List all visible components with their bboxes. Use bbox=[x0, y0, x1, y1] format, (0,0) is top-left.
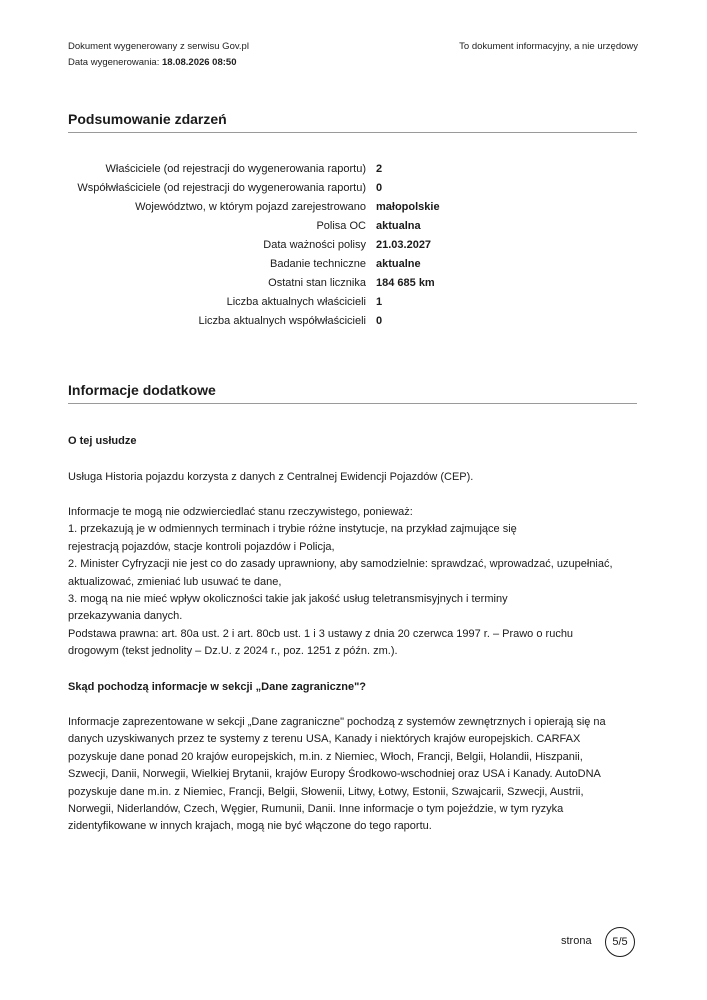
about-heading: O tej usłudze bbox=[68, 435, 137, 447]
foreign-line: pozyskuje dane m.in. z Niemiec, Francji, Belgii, Słowenii, Litwy, Łotwy, Estonii, Szwajcarii, Szwecji, Austrii, bbox=[68, 785, 584, 798]
foreign-line: Informacje zaprezentowane w sekcji „Dane zagraniczne" pochodzą z systemów zewnętrznych i opierają się na bbox=[68, 716, 606, 728]
summary-row bbox=[68, 276, 637, 291]
reasons-line: przekazywania danych. bbox=[68, 610, 183, 623]
generated-source bbox=[68, 41, 249, 53]
summary-row bbox=[68, 200, 637, 215]
about-text: Usługa Historia pojazdu korzysta z danych z Centralnej Ewidencji Pojazdów (CEP). bbox=[68, 471, 474, 483]
summary-value: 184 685 km bbox=[376, 277, 435, 289]
disclaimer-text: To dokument informacyjny, a nie urzędowy bbox=[459, 41, 638, 52]
date-value: 18.08.2026 08:50 bbox=[162, 57, 237, 68]
foreign-heading: Skąd pochodzą informacje w sekcji „Dane zagraniczne"? bbox=[68, 681, 367, 693]
summary-label: Liczba aktualnych współwłaścicieli bbox=[198, 315, 366, 327]
page-label: strona bbox=[561, 935, 592, 947]
date-label: Data wygenerowania: bbox=[68, 57, 160, 68]
summary-label: Badanie techniczne bbox=[269, 258, 366, 270]
summary-row bbox=[68, 181, 637, 196]
reasons-line: 2. Minister Cyfryzacji nie jest co do zasady uprawniony, aby samodzielnie: sprawdzać, wprowadzać, uzupełniać, bbox=[68, 558, 613, 571]
summary-table bbox=[68, 162, 637, 333]
summary-label: Właściciele (od rejestracji do wygenerowania raportu) bbox=[105, 163, 366, 175]
summary-label: Polisa OC bbox=[316, 220, 366, 232]
summary-label: Data ważności polisy bbox=[263, 239, 366, 251]
summary-row bbox=[68, 219, 637, 234]
reasons-line: drogowym (tekst jednolity – Dz.U. z 2024 r., poz. 1251 z późn. zm.). bbox=[68, 645, 398, 658]
summary-value: aktualne bbox=[376, 258, 421, 270]
reasons-paragraph bbox=[68, 504, 643, 661]
summary-row bbox=[68, 257, 637, 272]
page-number bbox=[605, 927, 635, 957]
summary-row bbox=[68, 238, 637, 253]
reasons-line: Informacje te mogą nie odzwierciedlać stanu rzeczywistego, ponieważ: bbox=[68, 506, 413, 518]
foreign-line: zidentyfikowane w innych krajach, mogą nie być włączone do tego raportu. bbox=[68, 820, 432, 833]
page-number-text: 5/5 bbox=[612, 936, 628, 948]
reasons-line: aktualizować, zmieniać lub usuwać te dane, bbox=[68, 575, 282, 588]
summary-row bbox=[68, 314, 637, 329]
reasons-line: 1. przekazują je w odmiennych terminach i trybie różne instytucje, na przykład zajmujące się bbox=[68, 523, 517, 536]
summary-value: aktualna bbox=[376, 220, 421, 232]
disclaimer bbox=[459, 41, 638, 53]
summary-label: Współwłaściciele (od rejestracji do wygenerowania raportu) bbox=[77, 182, 366, 194]
additional-title: Informacje dodatkowe bbox=[68, 382, 637, 404]
foreign-line: pozyskuje dane ponad 20 krajów europejskich, m.in. z Niemiec, Włoch, Francji, Belgii, Holandii, Hiszpanii, bbox=[68, 750, 583, 763]
summary-value: małopolskie bbox=[376, 201, 440, 213]
summary-value: 0 bbox=[376, 315, 383, 327]
foreign-line: Norwegii, Niderlandów, Czech, Węgier, Rumunii, Danii. Inne informacje o tym pojeździe, w tym ryzyka bbox=[68, 803, 564, 816]
generated-date bbox=[68, 57, 236, 69]
summary-value: 0 bbox=[376, 182, 383, 194]
reasons-line: Podstawa prawna: art. 80a ust. 2 i art. 80cb ust. 1 i 3 ustawy z dnia 20 czerwca 1997 r. – Prawo o ruchu bbox=[68, 627, 574, 640]
reasons-line: 3. mogą na nie mieć wpływ okoliczności takie jak jakość usług teletransmisyjnych i terminy bbox=[68, 593, 508, 606]
summary-value: 21.03.2027 bbox=[376, 239, 432, 251]
foreign-line: danych uzyskiwanych przez te systemy z terenu USA, Kanady i niektórych krajów europejskich. CARFAX bbox=[68, 733, 581, 746]
foreign-paragraph bbox=[68, 714, 643, 836]
summary-value: 1 bbox=[376, 296, 383, 308]
summary-row bbox=[68, 162, 637, 177]
summary-title: Podsumowanie zdarzeń bbox=[68, 111, 637, 133]
summary-value: 2 bbox=[376, 163, 383, 175]
source-text: Dokument wygenerowany z serwisu Gov.pl bbox=[68, 41, 249, 52]
foreign-line: Szwecji, Danii, Norwegii, Wielkiej Brytanii, krajów Europy Środkowo-wschodniej oraz USA i Kanady. AutoDNA bbox=[68, 768, 601, 781]
reasons-line: rejestracją pojazdów, stacje kontroli pojazdów i Policja, bbox=[68, 540, 335, 553]
summary-label: Ostatni stan licznika bbox=[268, 277, 366, 289]
summary-label: Województwo, w którym pojazd zarejestrowano bbox=[135, 201, 366, 213]
summary-label: Liczba aktualnych właścicieli bbox=[226, 296, 366, 308]
summary-row bbox=[68, 295, 637, 310]
